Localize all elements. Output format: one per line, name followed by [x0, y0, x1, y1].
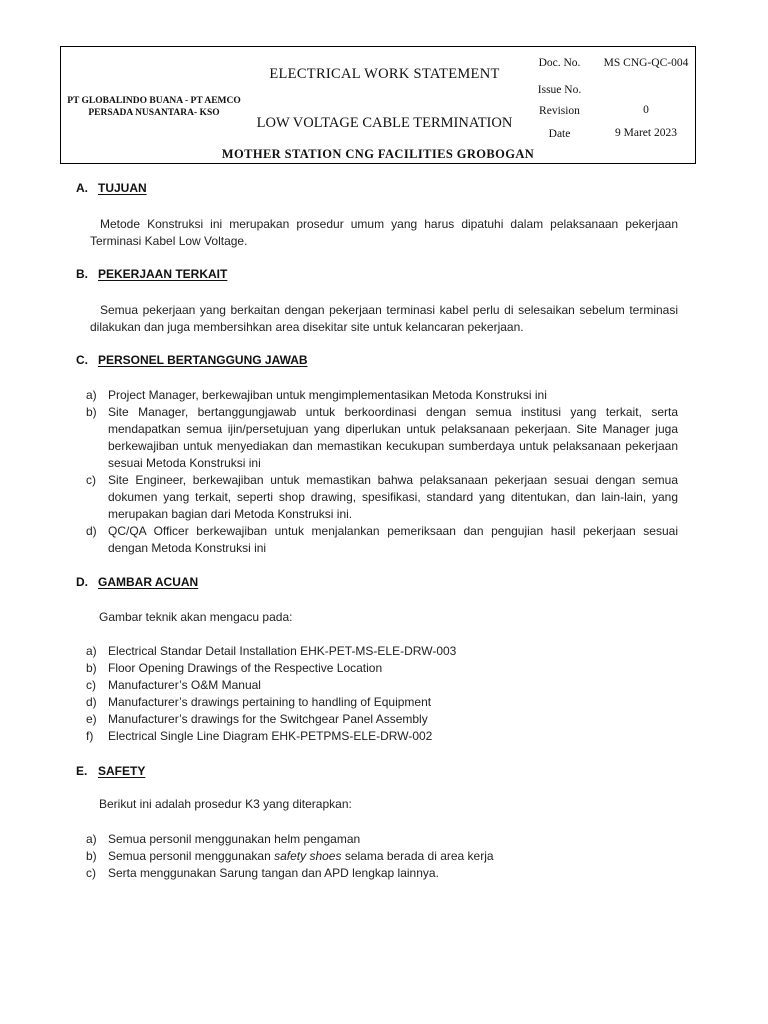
list-item	[86, 831, 678, 848]
date-label: Date	[548, 127, 571, 140]
list-marker: a)	[86, 832, 97, 846]
list-item	[86, 694, 678, 711]
section-e-heading	[76, 764, 145, 778]
document-title: ELECTRICAL WORK STATEMENT	[269, 66, 500, 82]
list-marker: a)	[86, 388, 97, 402]
section-d-heading	[76, 575, 198, 589]
section-title: PEKERJAAN TERKAIT	[98, 267, 228, 281]
section-d-intro: Gambar teknik akan mengacu pada:	[99, 610, 293, 624]
section-title: PERSONEL BERTANGGUNG JAWAB	[98, 353, 308, 367]
list-item-text: Manufacturer’s drawings for the Switchgear Panel Assembly	[108, 712, 428, 726]
date-value: 9 Maret 2023	[615, 127, 677, 139]
safety-procedure-list	[86, 831, 678, 882]
list-item-text: Manufacturer’s drawings pertaining to handling of Equipment	[108, 695, 432, 709]
list-item	[86, 387, 678, 404]
section-e-intro: Berikut ini adalah prosedur K3 yang diterapkan:	[99, 797, 352, 811]
list-item-text: Semua personil menggunakan helm pengaman	[108, 832, 361, 846]
section-c-heading	[76, 353, 308, 367]
list-item-text: Site Manager, bertanggungjawab untuk berkoordinasi dengan semua institusi yang terkait, serta mendapatkan semua ijin/persetujuan yang diperlukan untuk pelaksanaan pekerjaan. Site Manager juga berkewajiban untuk menyediakan dan memastikan kecukupan sumberdaya untuk pelaksanaan pekerjaan sesuai Metoda Konstruksi ini	[108, 405, 678, 470]
list-marker: c)	[86, 866, 96, 880]
issue-no-value	[597, 79, 695, 100]
list-marker: e)	[86, 712, 97, 726]
list-item-text: Floor Opening Drawings of the Respective Location	[108, 661, 383, 675]
list-marker: d)	[86, 524, 97, 538]
section-title: SAFETY	[98, 764, 146, 778]
section-title: GAMBAR ACUAN	[98, 575, 199, 589]
company-name: PT GLOBALINDO BUANA - PT AEMCO PERSADA NUSANTARA- KSO	[67, 95, 241, 118]
list-marker: b)	[86, 661, 97, 675]
section-letter: D.	[76, 575, 88, 589]
document-header-table	[60, 46, 696, 164]
list-item-text: Project Manager, berkewajiban untuk mengimplementasikan Metoda Konstruksi ini	[108, 388, 547, 402]
list-marker: b)	[86, 849, 97, 863]
list-marker: b)	[86, 405, 97, 419]
doc-no-label: Doc. No.	[538, 57, 581, 69]
section-a-paragraph: Metode Konstruksi ini merupakan prosedur umum yang harus dipatuhi dalam pelaksanaan pekerjaan Terminasi Kabel Low Voltage.	[90, 217, 678, 248]
list-item-text: Electrical Single Line Diagram EHK-PETPMS-ELE-DRW-002	[108, 729, 433, 743]
list-item-text: Electrical Standar Detail Installation EHK-PET-MS-ELE-DRW-003	[108, 644, 457, 658]
list-item-emphasis: safety shoes	[274, 849, 342, 863]
list-item-text: Serta menggunakan Sarung tangan dan APD lengkap lainnya.	[108, 866, 439, 880]
section-letter: A.	[76, 181, 88, 195]
list-item	[86, 643, 678, 660]
revision-label: Revision	[539, 104, 580, 117]
list-marker: a)	[86, 644, 97, 658]
list-marker: c)	[86, 473, 96, 487]
list-item-text: QC/QA Officer berkewajiban untuk menjalankan pemeriksaan dan pengujian hasil pekerjaan sesuai dengan Metoda Konstruksi ini	[108, 524, 678, 555]
list-item	[86, 728, 678, 745]
list-item	[86, 404, 678, 472]
list-item-text: Site Engineer, berkewajiban untuk memastikan bahwa pelaksanaan pekerjaan sesuai dengan semua dokumen yang terkait, seperti shop drawing, spesifikasi, standard yang ditentukan, dan lain-lain, yang merupakan bagian dari Metoda Konstruksi ini.	[108, 473, 678, 521]
section-letter: B.	[76, 267, 88, 281]
list-item	[86, 660, 678, 677]
list-item	[86, 523, 678, 557]
responsible-personnel-list	[86, 387, 678, 557]
list-item	[86, 848, 678, 865]
list-marker: d)	[86, 695, 97, 709]
list-marker: f)	[86, 729, 94, 743]
list-item	[86, 677, 678, 694]
doc-no-value: MS CNG-QC-004	[603, 56, 689, 69]
list-item-text-start: Semua personil menggunakan	[108, 849, 275, 863]
list-item-text: Manufacturer’s O&M Manual	[108, 678, 261, 692]
list-item	[86, 711, 678, 728]
list-item	[86, 865, 678, 882]
station-title: MOTHER STATION CNG FACILITIES GROBOGAN	[221, 147, 535, 161]
revision-value: 0	[643, 104, 649, 116]
list-item-text-end: selama berada di area kerja	[341, 849, 494, 863]
section-a-heading	[76, 181, 147, 195]
document-subtitle: LOW VOLTAGE CABLE TERMINATION	[256, 114, 513, 131]
section-title: TUJUAN	[98, 181, 147, 195]
section-letter: C.	[76, 353, 88, 367]
section-letter: E.	[76, 764, 88, 778]
issue-no-label: Issue No.	[537, 83, 582, 96]
reference-drawings-list	[86, 643, 678, 745]
section-b-heading	[76, 267, 227, 281]
list-item	[86, 472, 678, 523]
section-b-paragraph: Semua pekerjaan yang berkaitan dengan pekerjaan terminasi kabel perlu di selesaikan sebelum terminasi dilakukan dan juga membersihkan area disekitar site untuk kelancaran pekerjaan.	[90, 303, 678, 334]
list-marker: c)	[86, 678, 96, 692]
